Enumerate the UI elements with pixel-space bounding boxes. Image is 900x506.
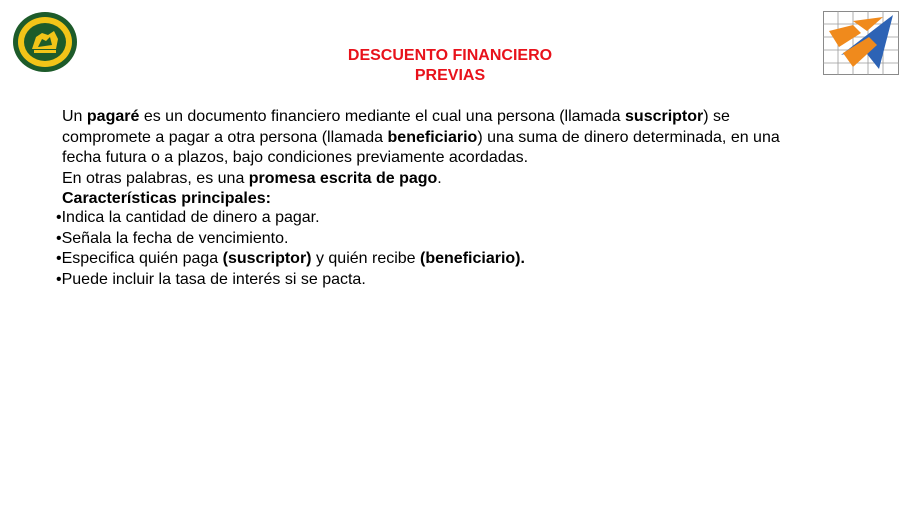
heading-text: Características principales: <box>62 190 271 207</box>
text-run: ) se compromete a pagar a otra persona (llamada <box>62 108 730 146</box>
list-item: •Señala la fecha de vencimiento. <box>56 229 289 247</box>
text-run: ) una suma de dinero determinada, en una fecha futura o a plazos, bajo condiciones previamente acordadas. <box>62 128 780 166</box>
summary-paragraph <box>62 169 802 190</box>
text-run: Un <box>62 108 87 125</box>
text-run: es un documento financiero mediante el cual una persona (llamada <box>139 108 626 125</box>
bold-term-pagare: pagaré <box>86 108 140 125</box>
bold-term-promesa: promesa escrita de pago <box>248 169 438 187</box>
characteristics-list <box>56 208 525 290</box>
characteristics-heading <box>62 189 802 210</box>
bold-term-beneficiario: (beneficiario). <box>420 250 525 267</box>
list-item <box>56 249 525 270</box>
bold-term-beneficiario: beneficiario <box>387 128 478 146</box>
slide-title <box>0 46 900 86</box>
text-run: En otras palabras, es una <box>62 169 249 187</box>
text-run: •Especifica quién paga <box>56 250 223 267</box>
list-item: •Puede incluir la tasa de interés si se pacta. <box>56 270 366 288</box>
text-run: y quién recibe <box>311 250 421 267</box>
title-line-2: PREVIAS <box>414 67 486 84</box>
list-item: •Indica la cantidad de dinero a pagar. <box>56 209 320 226</box>
body-text <box>62 107 802 210</box>
text-run: . <box>437 169 442 187</box>
title-line-1: DESCUENTO FINANCIERO <box>347 47 553 64</box>
bold-term-suscriptor: suscriptor <box>625 108 704 125</box>
definition-paragraph <box>62 107 802 169</box>
bold-term-suscriptor: (suscriptor) <box>222 250 312 267</box>
